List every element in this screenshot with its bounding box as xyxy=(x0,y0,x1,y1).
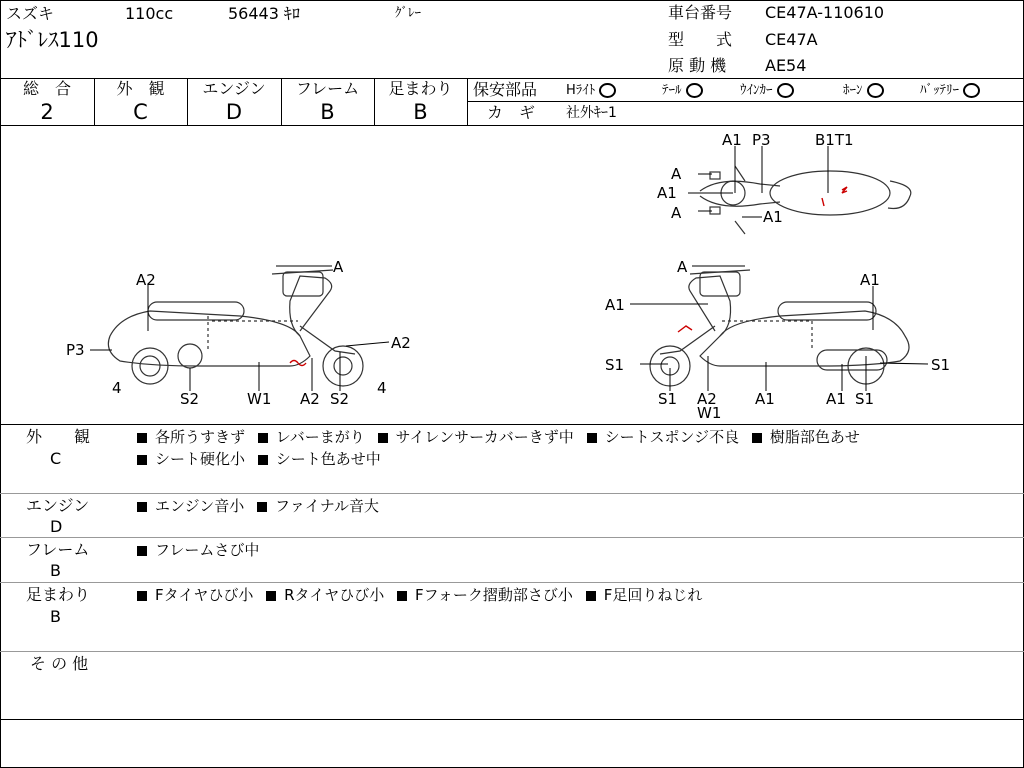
bullet-square-icon xyxy=(137,455,147,465)
grade-frame: B xyxy=(320,100,335,124)
bullet-square-icon xyxy=(137,546,147,556)
type-label: 型 式 xyxy=(668,30,733,49)
ok-circle-icon xyxy=(599,83,616,98)
note-grade-suspension: B xyxy=(50,607,61,626)
scooter-damage-diagram xyxy=(0,126,1024,424)
bullet-square-icon xyxy=(258,433,268,443)
bullet-square-icon xyxy=(266,591,276,601)
frame-no-label: 車台番号 xyxy=(668,3,733,22)
diagram-label: A2 xyxy=(391,334,411,352)
divider xyxy=(0,582,1024,583)
note-line: エンジン音小 ファイナル音大 xyxy=(137,497,379,515)
diagram-label: W1 xyxy=(697,404,722,422)
diagram-label: B1T1 xyxy=(815,131,854,149)
ok-circle-icon xyxy=(686,83,703,98)
engine-model-label: 原 動 機 xyxy=(668,56,727,75)
divider xyxy=(0,424,1024,425)
color: ｸﾞﾚｰ xyxy=(395,6,421,21)
ok-circle-icon xyxy=(963,83,980,98)
ok-circle-icon xyxy=(777,83,794,98)
safety-label: 保安部品 xyxy=(473,80,538,99)
divider xyxy=(467,78,468,125)
model-name: ｱﾄﾞﾚｽ110 xyxy=(6,28,99,52)
note-label-other: そ の 他 xyxy=(30,654,89,673)
bullet-square-icon xyxy=(257,502,267,512)
diagram-label: A xyxy=(677,258,688,276)
grade-exterior: C xyxy=(133,100,148,124)
key-label: カ ギ xyxy=(487,103,536,122)
diagram-label: P3 xyxy=(66,341,85,359)
diagram-label: A1 xyxy=(826,390,846,408)
bullet-square-icon xyxy=(586,591,596,601)
type-value: CE47A xyxy=(765,30,818,49)
safety-item-horn: ﾎｰﾝ xyxy=(843,82,884,100)
key-value: 社外ｷｰ1 xyxy=(566,105,617,121)
diagram-label: A1 xyxy=(657,184,677,202)
note-label-exterior: 外 観 xyxy=(26,427,91,446)
note-label-suspension: 足まわり xyxy=(26,585,91,604)
diagram-label: A2 xyxy=(697,390,717,408)
diagram-label: A xyxy=(333,258,344,276)
divider xyxy=(0,493,1024,494)
divider xyxy=(0,651,1024,652)
grade-overall-label: 総 合 xyxy=(22,79,71,98)
diagram-label: S2 xyxy=(330,390,350,408)
diagram-label: S1 xyxy=(931,356,951,374)
displacement: 110cc xyxy=(125,4,174,23)
diagram-label: A1 xyxy=(722,131,742,149)
note-label-frame: フレーム xyxy=(26,540,90,559)
diagram-label: A1 xyxy=(755,390,775,408)
note-grade-exterior: C xyxy=(50,449,62,468)
diagram-label: A xyxy=(671,204,682,222)
note-line: Fタイヤひび小 Rタイヤひび小 Fフォーク摺動部さび小 F足回りねじれ xyxy=(137,586,702,604)
safety-item-headlight: Hﾗｲﾄ xyxy=(566,82,616,100)
diagram-label: S1 xyxy=(855,390,875,408)
grade-overall: 2 xyxy=(40,100,54,124)
bullet-square-icon xyxy=(137,591,147,601)
diagram-label: 4 xyxy=(377,379,387,397)
diagram-label: A xyxy=(671,165,682,183)
safety-item-winker: ｳｲﾝｶｰ xyxy=(740,82,794,100)
note-line: シート硬化小 シート色あせ中 xyxy=(137,450,381,468)
diagram-label: A2 xyxy=(300,390,320,408)
diagram-label: S1 xyxy=(605,356,625,374)
bullet-square-icon xyxy=(397,591,407,601)
safety-item-tail: ﾃｰﾙ xyxy=(662,82,703,100)
bullet-square-icon xyxy=(752,433,762,443)
frame-no: CE47A-110610 xyxy=(765,3,885,22)
divider xyxy=(467,101,1024,102)
diagram-label: A1 xyxy=(860,271,880,289)
mileage: 56443 ｷﾛ xyxy=(228,4,300,23)
grade-exterior-label: 外 観 xyxy=(116,79,165,98)
grade-suspension-label: 足まわり xyxy=(388,79,453,98)
bullet-square-icon xyxy=(258,455,268,465)
engine-model: AE54 xyxy=(765,56,807,75)
bullet-square-icon xyxy=(587,433,597,443)
grade-suspension: B xyxy=(413,100,428,124)
note-grade-frame: B xyxy=(50,561,61,580)
bullet-square-icon xyxy=(137,433,147,443)
diagram-label: A1 xyxy=(605,296,625,314)
grade-frame-label: フレーム xyxy=(295,79,360,98)
bullet-square-icon xyxy=(137,502,147,512)
ok-circle-icon xyxy=(867,83,884,98)
diagram-label: A2 xyxy=(136,271,156,289)
note-line: フレームさび中 xyxy=(137,541,259,559)
note-line: 各所うすきず レバーまがり サイレンサーカバーきず中 シートスポンジ不良 樹脂部色あせ xyxy=(137,428,860,446)
diagram-label: A1 xyxy=(763,208,783,226)
bullet-square-icon xyxy=(378,433,388,443)
divider xyxy=(0,719,1024,720)
diagram-label: S2 xyxy=(180,390,200,408)
top-view xyxy=(700,166,911,234)
diagram-label: P3 xyxy=(752,131,771,149)
diagram-label: S1 xyxy=(658,390,678,408)
safety-item-battery: ﾊﾞｯﾃﾘｰ xyxy=(920,82,980,100)
divider xyxy=(0,537,1024,538)
maker: スズキ xyxy=(6,4,55,23)
grade-engine-label: エンジン xyxy=(202,79,266,98)
grade-engine: D xyxy=(225,100,243,124)
diagram-label: W1 xyxy=(247,390,272,408)
note-grade-engine: D xyxy=(50,517,63,536)
note-label-engine: エンジン xyxy=(26,496,90,515)
diagram-label: 4 xyxy=(112,379,122,397)
